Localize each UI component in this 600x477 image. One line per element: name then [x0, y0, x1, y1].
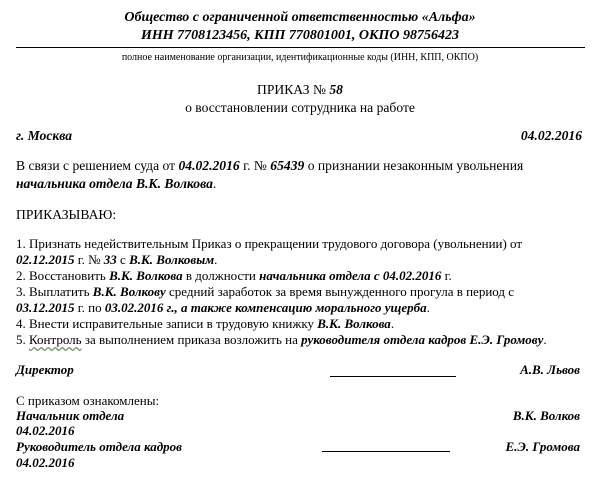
- item-3-employee: В.К. Волкову: [92, 284, 166, 299]
- order-number: 58: [329, 82, 343, 97]
- item-3-text-a: 3. Выплатить: [16, 284, 90, 299]
- item-1-text-b: г. №: [77, 252, 101, 267]
- item-2-text-b: в должности: [185, 268, 256, 283]
- employee-position: начальника отдела В.К. Волкова: [16, 176, 213, 191]
- item-4-employee: В.К. Волкова: [317, 316, 391, 331]
- item-2-text-c: г.: [444, 268, 452, 283]
- order-title: [0, 82, 600, 98]
- hr-head-name: Е.Э. Громова: [505, 439, 580, 454]
- order-prefix: ПРИКАЗ №: [257, 82, 326, 97]
- head-of-department-name: В.К. Волков: [512, 408, 580, 423]
- decree-heading: ПРИКАЗЫВАЮ:: [16, 207, 117, 222]
- preamble-line-2: начальника отдела В.К. Волкова.: [16, 176, 217, 191]
- item-1-line-1: 1. Признать недействительным Приказ о прекращении трудового договора (увольнении) от: [16, 236, 523, 251]
- organization-codes: ИНН 7708123456, КПП 770801001, ОКПО 98756423: [140, 28, 460, 43]
- director-signature-line: [330, 376, 456, 377]
- head-of-department-role: Начальник отдела: [16, 408, 125, 423]
- order-city: г. Москва: [16, 128, 73, 143]
- item-3-line-1: [16, 284, 514, 300]
- item-5-control-word: Контроль: [29, 332, 82, 347]
- item-2-position: начальника отдела с 04.02.2016: [259, 268, 442, 283]
- organization-caption: полное наименование организации, идентификационные коды (ИНН, КПП, ОКПО): [121, 52, 479, 63]
- preamble-text-1: В связи с решением суда от: [16, 158, 176, 173]
- court-decision-date: 04.02.2016: [178, 158, 240, 173]
- order-date: 04.02.2016: [520, 128, 582, 143]
- item-5-responsible: руководителя отдела кадров Е.Э. Громову: [301, 332, 544, 347]
- item-4-text-a: 4. Внести исправительные записи в трудовую книжку: [16, 316, 314, 331]
- header-rule: [16, 47, 585, 48]
- item-2-employee: В.К. Волкова: [109, 268, 183, 283]
- preamble-text-3: о признании незаконным увольнения: [307, 158, 524, 173]
- item-2: [16, 268, 452, 284]
- item-5: 5. Контроль за выполнением приказа возложить на руководителя отдела кадров Е.Э. Громову.: [16, 332, 547, 347]
- dismissal-order-date: 02.12.2015: [16, 252, 75, 267]
- court-decision-number: 65439: [270, 158, 305, 173]
- preamble-text-2: г. №: [243, 158, 267, 173]
- item-3-from-date: 03.12.2015: [16, 300, 75, 315]
- hr-head-signature-line: [322, 451, 450, 452]
- item-3-line-2: 03.12.2015 г. по 03.02.2016 г., а также компенсацию морального ущерба.: [16, 300, 430, 315]
- acknowledgement-text: С приказом ознакомлены:: [16, 393, 160, 408]
- hr-head-date: 04.02.2016: [16, 455, 75, 470]
- item-3-text-c: г. по: [77, 300, 102, 315]
- director-role: Директор: [16, 362, 74, 377]
- preamble-line-1: [16, 158, 523, 174]
- item-5-text-b: за выполнением приказа возложить на: [84, 332, 298, 347]
- item-1-text-c: с: [120, 252, 126, 267]
- item-5-text-a: 5.: [16, 332, 26, 347]
- organization-name: Общество с ограниченной ответственностью «Альфа»: [124, 10, 476, 25]
- hr-head-role: Руководитель отдела кадров: [16, 439, 182, 454]
- item-4: 4. Внести исправительные записи в трудовую книжку В.К. Волкова.: [16, 316, 395, 331]
- item-3-to-date: 03.02.2016 г., а также компенсацию морального ущерба: [104, 300, 427, 315]
- head-of-department-date: 04.02.2016: [16, 423, 75, 438]
- item-1-line-2: 02.12.2015 г. № 33 с В.К. Волковым.: [16, 252, 218, 267]
- dismissal-order-number: 33: [103, 252, 117, 267]
- item-2-text-a: 2. Восстановить: [16, 268, 106, 283]
- item-3-text-b: средний заработок за время вынужденного прогула в период с: [168, 284, 515, 299]
- order-subject: о восстановлении сотрудника на работе: [185, 100, 415, 115]
- item-1-employee: В.К. Волковым: [129, 252, 215, 267]
- director-name: А.В. Львов: [520, 362, 580, 377]
- acknowledgement-heading: [16, 393, 159, 409]
